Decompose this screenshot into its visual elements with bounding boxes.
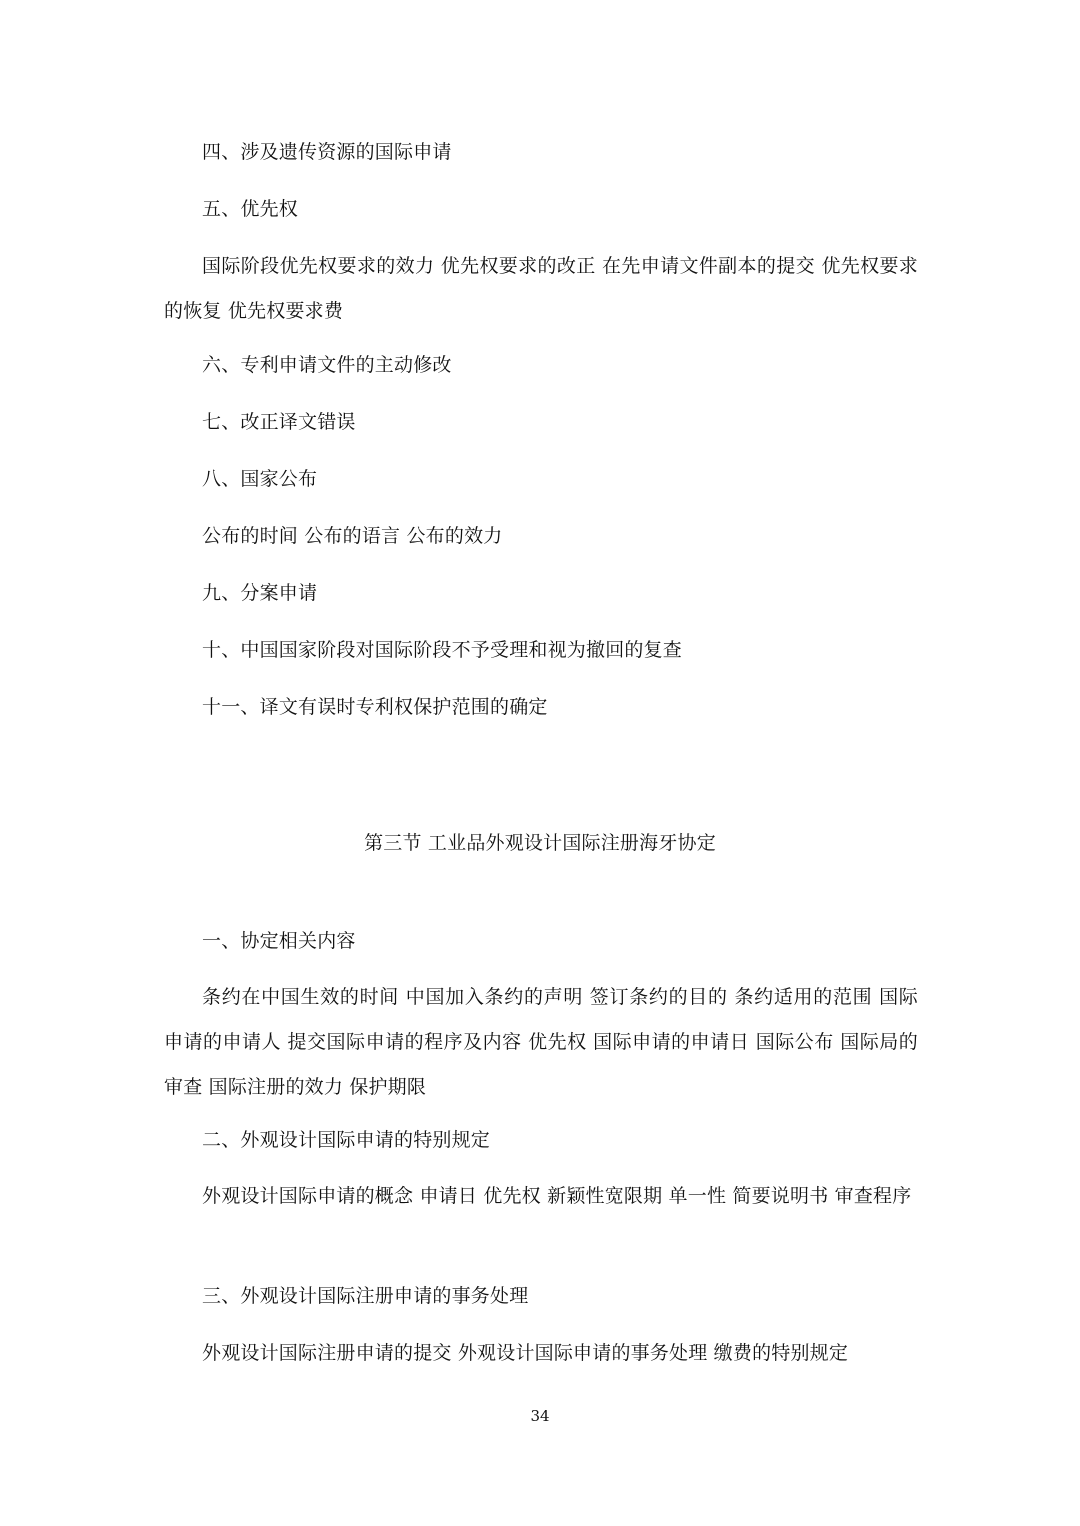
heading-item-5: 五、优先权 (202, 198, 299, 220)
heading-item-6: 六、专利申请文件的主动修改 (202, 354, 452, 376)
heading-item-7: 七、改正译文错误 (202, 411, 356, 433)
paragraph-design-affairs: 外观设计国际注册申请的提交 外观设计国际申请的事务处理 缴费的特别规定 (202, 1342, 849, 1364)
heading-section-item-3: 三、外观设计国际注册申请的事务处理 (202, 1285, 529, 1307)
heading-item-10: 十、中国国家阶段对国际阶段不予受理和视为撤回的复查 (202, 639, 683, 661)
heading-item-9: 九、分案申请 (202, 582, 318, 604)
paragraph-agreement-content: 条约在中国生效的时间 中国加入条约的声明 签订条约的目的 条约适用的范围 国际申请的申请人 提交国际申请的程序及内容 优先权 国际申请的申请日 国际公布 国际局的审查 国际注册的效力 保护期限 (164, 986, 918, 1098)
heading-section-item-1: 一、协定相关内容 (202, 930, 356, 952)
heading-section-item-2: 二、外观设计国际申请的特别规定 (202, 1129, 491, 1151)
paragraph-priority: 国际阶段优先权要求的效力 优先权要求的改正 在先申请文件副本的提交 优先权要求的恢复 优先权要求费 (164, 255, 918, 322)
heading-item-4: 四、涉及遗传资源的国际申请 (202, 141, 452, 163)
section-title: 第三节 工业品外观设计国际注册海牙协定 (364, 832, 716, 854)
heading-item-8: 八、国家公布 (202, 468, 318, 490)
paragraph-design-rules: 外观设计国际申请的概念 申请日 优先权 新颖性宽限期 单一性 简要说明书 审查程序 (202, 1185, 912, 1207)
page-number: 34 (530, 1407, 550, 1425)
heading-item-11: 十一、译文有误时专利权保护范围的确定 (202, 696, 548, 718)
paragraph-publication: 公布的时间 公布的语言 公布的效力 (202, 525, 503, 547)
